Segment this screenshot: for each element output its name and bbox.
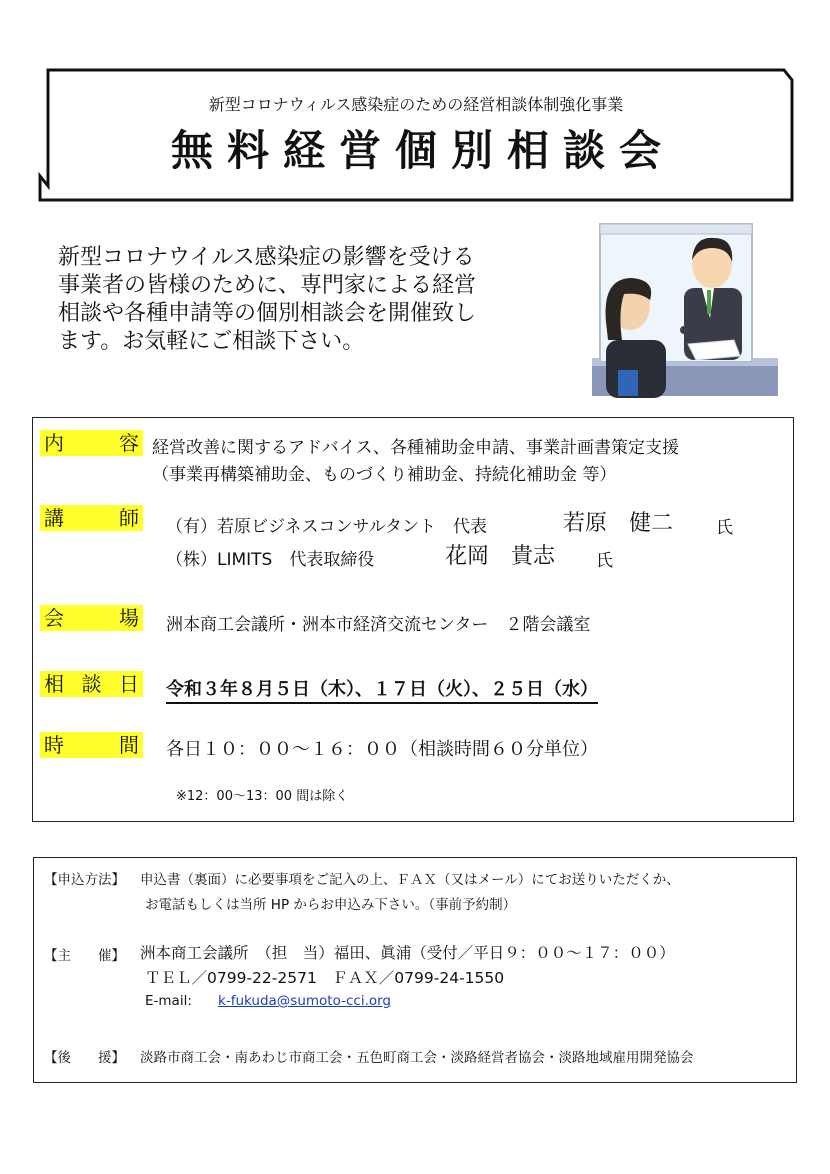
label-date: 相 談 日 xyxy=(40,671,143,697)
venue-value: 洲本商工会議所・洲本市経済交流センター ２階会議室 xyxy=(166,615,591,635)
intro-text xyxy=(58,244,558,356)
content-line-2: （事業再構築補助金、ものづくり補助金、持続化補助金 等） xyxy=(152,465,617,485)
apply-line-1: 申込書（裏面）に必要事項をご記入の上、ＦＡＸ（又はメール）にてお送りいただくか、 xyxy=(140,872,680,888)
host-line-1: 洲本商工会議所 （担 当）福田、眞浦（受付／平日９：００～１７：００） xyxy=(140,944,675,962)
apply-line-2: お電話もしくは当所 HP からお申込み下さい。（事前予約制） xyxy=(145,897,517,913)
intro-line: ます。お気軽にご相談下さい。 xyxy=(58,329,365,354)
date-value: 令和３年８月５日（木）、１７日（火）、２５日（水） xyxy=(166,675,598,704)
label-lecturer: 講 師 xyxy=(40,505,143,531)
lecturer-2-suffix: 氏 xyxy=(596,551,613,571)
lecturer-2-name: 花岡 貴志 xyxy=(445,544,556,569)
lecturer-1-org: （有）若原ビジネスコンサルタント 代表 xyxy=(166,517,487,537)
lecturer-2-org: （株）LIMITS 代表取締役 xyxy=(166,550,375,570)
lecturer-1-suffix: 氏 xyxy=(716,518,733,538)
lecturer-1-name: 若原 健二 xyxy=(563,511,674,536)
email-link[interactable]: k-fukuda@sumoto-cci.org xyxy=(218,993,392,1009)
label-time: 時 間 xyxy=(40,732,143,758)
label-venue: 会 場 xyxy=(40,605,143,631)
apply-label: 【申込方法】 xyxy=(44,872,125,888)
host-line-2: ＴＥＬ／0799-22-2571 ＦＡＸ／0799-24-1550 xyxy=(145,969,505,987)
page-title: 無料経営個別相談会 xyxy=(170,126,675,175)
support-line: 淡路市商工会・南あわじ市商工会・五色町商工会・淡路経営者協会・淡路地域雇用開発協会 xyxy=(140,1050,694,1066)
intro-line: 事業者の皆様のために、専門家による経営 xyxy=(58,273,477,298)
intro-line: 相談や各種申請等の個別相談会を開催致し xyxy=(58,301,477,326)
host-label: 【主 催】 xyxy=(44,948,125,964)
email-label: E-mail: xyxy=(145,993,192,1009)
header-subtitle: 新型コロナウィルス感染症のための経営相談体制強化事業 xyxy=(208,95,624,114)
intro-line: 新型コロナウイルス感染症の影響を受ける xyxy=(58,245,475,270)
label-content: 内 容 xyxy=(40,430,143,456)
support-label: 【後 援】 xyxy=(44,1050,125,1066)
content-line-1: 経営改善に関するアドバイス、各種補助金申請、事業計画書策定支援 xyxy=(152,438,679,458)
time-value: 各日１０：００～１６：００（相談時間６０分単位） xyxy=(166,739,598,760)
consultation-illustration xyxy=(584,222,780,398)
time-note: ※12：00～13：00 間は除く xyxy=(176,789,349,804)
